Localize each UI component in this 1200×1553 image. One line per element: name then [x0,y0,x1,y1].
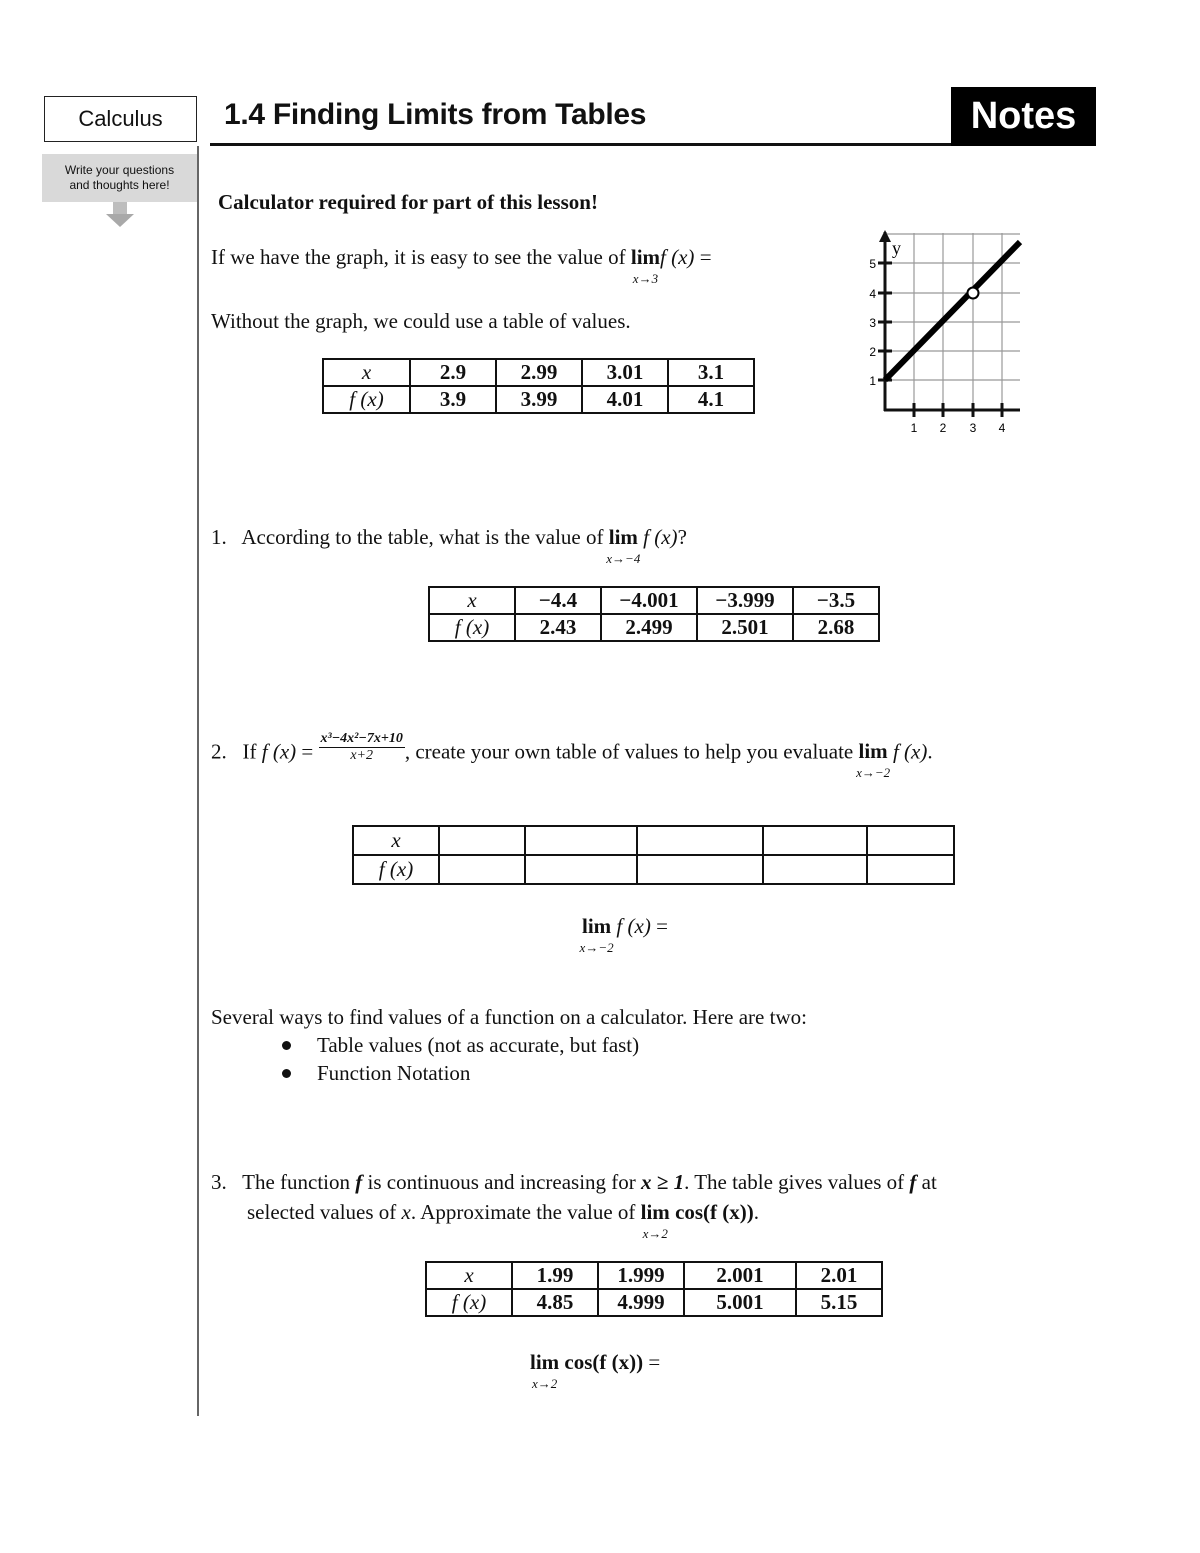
limit-approach: x→−2 [856,765,891,781]
cos-expression: cos(f (x)) [675,1200,754,1224]
table-header-fx: f (x) [426,1289,512,1316]
fx-label: f (x) [643,525,678,549]
table-cell: 4.999 [598,1289,684,1316]
notes-margin-line2: and thoughts here! [69,178,170,192]
question-text: The function [242,1170,351,1194]
y-tick-label: 1 [869,374,876,388]
table-header-x: x [323,359,410,386]
question-text: is continuous and increasing for [367,1170,636,1194]
blank-cell[interactable] [867,826,954,855]
table-cell: 2.501 [697,614,793,641]
variable-x: x [401,1200,411,1224]
blank-cell[interactable] [525,826,637,855]
limit-approach: x→2 [642,1226,668,1241]
table-row [426,1289,882,1316]
equals-sign: = [699,245,712,269]
period: . [753,1200,760,1224]
limit-approach: x→3 [632,271,659,286]
graph-sentence [211,244,712,286]
if-word: If [242,739,257,764]
question-text: selected values of [247,1200,397,1224]
x-tick-label: 3 [969,421,977,435]
line-graph [860,228,1030,443]
table-cell: 4.1 [668,386,754,413]
limit-expression [530,1349,560,1391]
lim-word: lim [608,525,638,549]
limit-expression [579,913,614,955]
down-arrow-icon [113,202,127,214]
condition: x ≥ 1 [641,1170,685,1194]
open-circle-hole [968,288,979,299]
question-text: , create your own table of values to help you evaluate [404,739,854,764]
table-row [323,359,754,386]
fx-label: f (x) [616,914,651,938]
calculator-required-note: Calculator required for part of this lesson! [218,190,598,214]
fx-label: f (x) [660,245,695,269]
lim-word: lim [640,1200,670,1224]
limit-approach: x→−4 [606,551,641,566]
table-row [323,386,754,413]
table-cell: 4.85 [512,1289,598,1316]
x-tick-label: 2 [939,421,947,435]
lim-word: lim [858,739,888,764]
equals-sign: = [648,1350,661,1374]
limit-expression [630,244,661,286]
table-row [429,587,879,614]
function-symbol: f [355,1170,363,1194]
calculator-methods-list [282,1031,639,1087]
equals-sign: = [656,914,668,938]
table-header-fx: f (x) [429,614,515,641]
fraction-numerator: x³−4x²−7x+10 [320,731,403,746]
fx-label: f (x) [261,739,297,764]
blank-cell[interactable] [763,826,867,855]
question-text: at [921,1170,937,1194]
question-text: . Approximate the value of [410,1200,636,1224]
table-cell: 2.99 [496,359,582,386]
notes-badge: Notes [951,87,1096,146]
q3-answer [530,1349,661,1391]
question-2 [211,731,933,781]
table-row [429,614,879,641]
table-cell: 3.01 [582,359,668,386]
table-cell: 2.68 [793,614,879,641]
function-symbol: f [909,1170,917,1194]
question-mark: ? [677,525,687,549]
subject-label: Calculus [44,96,197,142]
limit-approach: x→−2 [579,940,614,955]
question-text: . The table gives values of [684,1170,905,1194]
question-number: 2. [211,739,227,764]
limit-expression [640,1199,670,1241]
x-tick-label: 1 [910,421,918,435]
blank-cell[interactable] [637,855,763,884]
page-title: 1.4 Finding Limits from Tables [224,98,647,131]
calculator-intro: Several ways to find values of a function on a calculator. Here are two: [211,1005,807,1029]
cos-expression: cos(f (x)) [564,1350,644,1374]
table-cell: 5.15 [796,1289,882,1316]
y-axis-label: y [892,238,901,258]
x-tick-labels [911,421,1006,435]
blank-cell[interactable] [439,855,525,884]
question-1 [211,524,687,566]
fx-label: f (x) [892,739,928,764]
table-cell: 2.43 [515,614,601,641]
table-cell: −3.999 [697,587,793,614]
table-header-fx: f (x) [323,386,410,413]
x-tick-label: 4 [998,421,1006,435]
lim-word: lim [530,1350,560,1374]
question-text: According to the table, what is the value of [241,525,604,549]
table-cell: −3.5 [793,587,879,614]
q3-values-table [425,1261,883,1317]
q2-answer [579,913,668,955]
table-header-x: x [353,826,439,855]
table-cell: 2.499 [601,614,697,641]
equals-sign: = [301,739,314,764]
margin-divider [197,146,199,1416]
graph-sentence-text: If we have the graph, it is easy to see the value of [211,245,626,269]
rational-function [319,731,405,764]
y-tick-labels [869,257,876,388]
blank-cell[interactable] [637,826,763,855]
question-number: 1. [211,525,227,549]
limit-approach: x→2 [531,1376,558,1391]
lim-word: lim [582,914,612,938]
blank-cell[interactable] [439,826,525,855]
table-cell: −4.001 [601,587,697,614]
blank-cell[interactable] [867,855,954,884]
table-header-fx: f (x) [353,855,439,884]
lim-word: lim [630,245,661,269]
notes-margin-line1: Write your questions [64,163,175,177]
notes-margin-tab [42,154,197,202]
table-cell: 3.1 [668,359,754,386]
blank-cell[interactable] [525,855,637,884]
table-header-x: x [426,1262,512,1289]
table-cell: 1.99 [512,1262,598,1289]
table-cell: 2.001 [684,1262,796,1289]
down-arrow-head-icon [106,214,134,227]
table-row [353,826,954,855]
limit-expression [606,524,641,566]
table-cell: 3.9 [410,386,496,413]
table-cell: 5.001 [684,1289,796,1316]
q1-values-table [428,586,880,642]
table-cell: −4.4 [515,587,601,614]
y-tick-label: 3 [869,316,876,330]
table-row [426,1262,882,1289]
intro-values-table [322,358,755,414]
y-tick-label: 5 [869,257,876,271]
limit-expression [856,738,891,781]
q2-blank-table [352,825,955,885]
table-cell: 2.9 [410,359,496,386]
table-cell: 2.01 [796,1262,882,1289]
blank-cell[interactable] [763,855,867,884]
table-cell: 3.99 [496,386,582,413]
list-item: Function Notation [282,1059,639,1087]
question-number: 3. [211,1170,227,1194]
y-axis-arrow-icon [879,230,891,242]
period: . [927,739,933,764]
table-sentence: Without the graph, we could use a table of values. [211,309,631,333]
table-header-x: x [429,587,515,614]
fraction-denominator: x+2 [350,748,373,763]
y-tick-label: 4 [869,287,876,301]
question-3-line-2 [247,1199,760,1241]
table-cell: 1.999 [598,1262,684,1289]
axis-ticks [878,263,1002,417]
table-row [353,855,954,884]
question-3-line-1 [211,1169,937,1195]
y-tick-label: 2 [869,345,876,359]
list-item: Table values (not as accurate, but fast) [282,1031,639,1059]
table-cell: 4.01 [582,386,668,413]
